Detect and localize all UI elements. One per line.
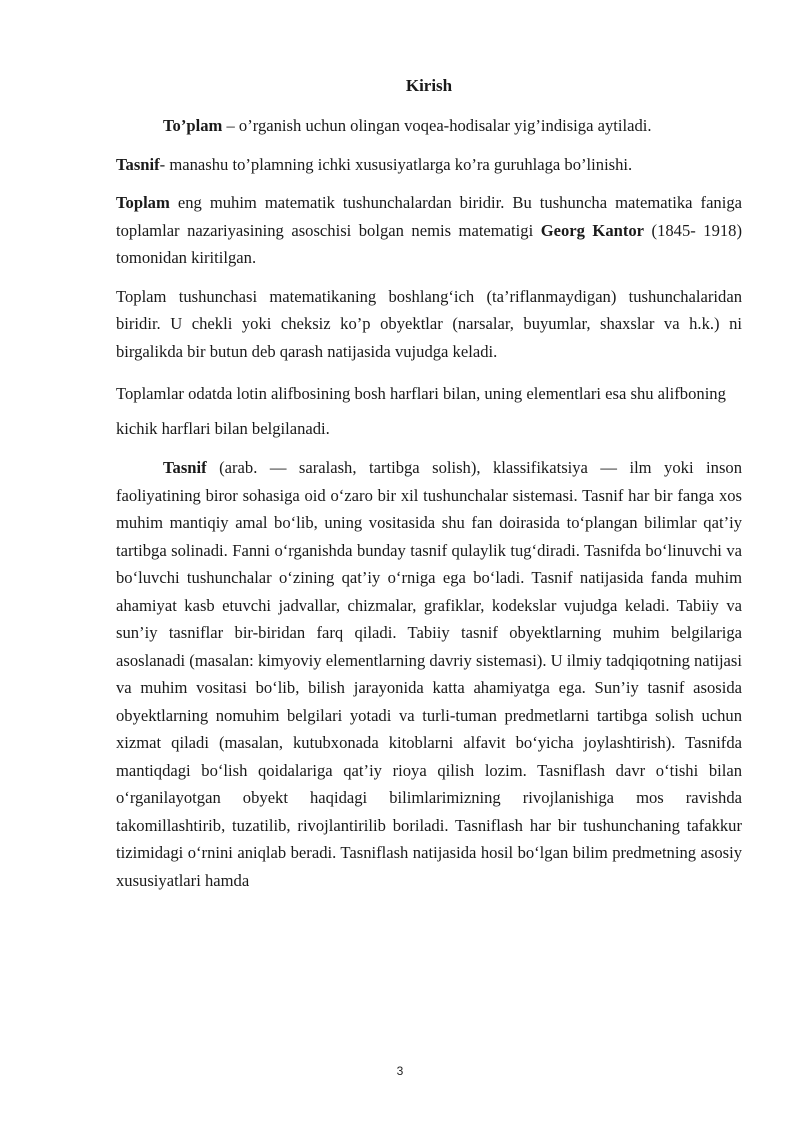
paragraph-toplam-history [116,189,742,272]
paragraph-text: (arab. — saralash, tartibga solish), klassifikatsiya — ilm yoki inson faoliyatining biror sohasiga oid o‘zaro bir xil tushunchalar sistemasi. Tasnif har bir fanga xos muhim mantiqiy amal bo‘lib, uning vositasida shu fan doirasida to‘plangan bilimlar qat’iy tartibga solinadi. Fanni o‘rganishda bunday tasnif qulaylik tug‘diradi. Tasnifda bo‘linuvchi va bo‘luvchi tushunchalar o‘zining qat’iy o‘rniga ega bo‘ladi. Tasnif natijasida fanda muhim ahamiyat kasb etuvchi jadvallar, chizmalar, grafiklar, kodekslar vujudga keladi. Tabiiy va sun’iy tasniflar bir-biridan farq qiladi. Tabiiy tasnif obyektlarning muhim belgilariga asoslanadi (masalan: kimyoviy elementlarning davriy sistemasi). U ilmiy tadqiqotning natijasi va muhim vositasi bo‘lib, bilish jarayonida katta ahamiyatga ega. Sun’iy tasnif asosida obyektlarning nomuhim belgilari yotadi va turli-tuman predmetlarni tartibga solish uchun xizmat qiladi (masalan, kutubxonada kitoblarni alfavit bo‘yicha joylashtirish). Tasnifda mantiqdagi bo‘lish qoidalariga qat’iy rioya qilish lozim. Tasniflash davr o‘tishi bilan o‘rganilayotgan obyekt haqidagi bilimlarimizning rivojlanishiga mos ravishda takomillashtirib, tuzatilib, rivojlantirilib boriladi. Tasniflash har bir tushunchaning tafakkur tizimidagi o‘rnini aniqlab beradi. Tasniflash natijasida hosil bo‘lgan bilim predmetning asosiy xususiyatlari hamda [116,458,742,890]
definition-text: - manashu to’plamning ichki xususiyatlarga ko’ra guruhlaga bo’linishi. [159,154,633,174]
paragraph-text: eng muhim matematik tushunchalardan biridir. Bu tushuncha matematika faniga toplamlar nazariyasining asoschisi bolgan nemis matematigi [116,193,742,240]
paragraph-text: (1845- 1918) tomonidan kiritilgan. [116,220,742,267]
term-toplam: To’plam [163,116,223,135]
paragraph-tasnif-description [116,454,742,894]
term-tasnif: Tasnif [163,458,207,477]
term-tasnif: Tasnif [116,154,160,174]
paragraph-toplam-notation: Toplamlar odatda lotin alifbosining bosh harflari bilan, uning elementlari esa shu alifboning kichik harflari bilan belgilanadi. [116,384,726,438]
person-name: Georg Kantor [540,220,645,240]
page-number: 3 [396,1064,404,1078]
term-toplam: Toplam [116,193,170,212]
paragraph-toplam-concept: Toplam tushunchasi matematikaning boshlang‘ich (ta’riflanmaydigan) tushunchalaridan biridir. U chekli yoki cheksiz ko’p obyektlar (narsalar, buyumlar, shaxslar va h.k.) ni birgalikda bir butun deb qarash natijasida vujudga keladi. [116,286,742,361]
section-title: Kirish [405,76,453,95]
paragraph-definition-toplam [116,112,742,140]
definition-text: – o’rganish uchun olingan voqea-hodisalar yig’indisiga aytiladi. [222,116,652,135]
document-page [116,72,742,894]
paragraph-definition-tasnif [116,151,742,179]
